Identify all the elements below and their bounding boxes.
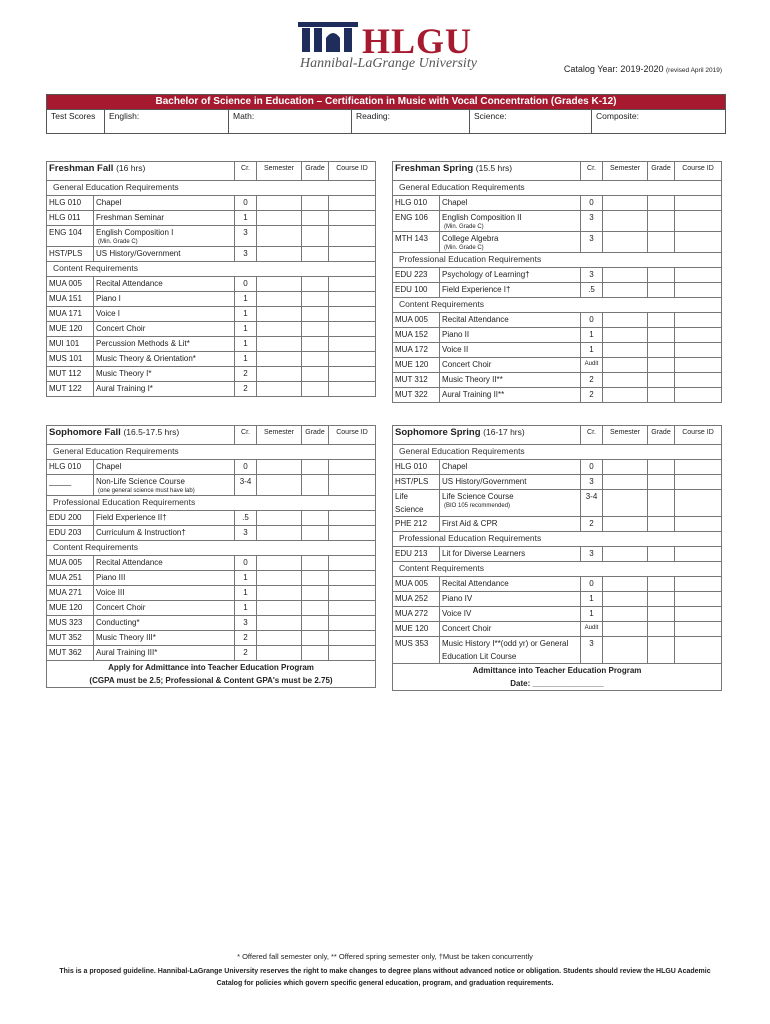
course-row: PHE 212 First Aid & CPR 2 [393,517,722,532]
course-id-cell[interactable] [675,622,722,637]
semester-cell[interactable] [257,586,302,601]
grade-cell[interactable] [648,475,675,490]
course-row: EDU 203 Curriculum & Instruction† 3 [47,526,376,541]
course-row: MUA 171 Voice I 1 [47,307,376,322]
section-heading: Professional Education Requirements [393,253,722,268]
english-score-field[interactable]: English: [105,110,229,133]
grade-cell[interactable] [648,547,675,562]
course-row: MUT 122 Aural Training I* 2 [47,382,376,397]
test-scores-row [47,110,725,133]
degree-title: Bachelor of Science in Education – Certification in Music with Vocal Concentration (Grades K-12) [47,95,725,110]
semester-cell[interactable] [603,517,648,532]
course-row: MUS 101 Music Theory & Orientation* 1 [47,352,376,367]
grade-cell[interactable] [302,337,329,352]
semester-cell[interactable] [257,367,302,382]
semester-cell[interactable] [603,196,648,211]
grade-cell[interactable] [648,358,675,373]
grade-cell[interactable] [302,322,329,337]
composite-score-field[interactable]: Composite: [596,111,639,121]
course-id-cell[interactable] [675,475,722,490]
grade-cell[interactable] [302,367,329,382]
course-row: MUT 112 Music Theory I* 2 [47,367,376,382]
course-id-cell[interactable] [329,526,376,541]
course-id-cell[interactable] [329,460,376,475]
course-id-cell[interactable] [675,607,722,622]
semester-cell[interactable] [603,211,648,232]
semester-cell[interactable] [603,373,648,388]
course-row: Life Science Life Science Course (BIO 105 recommended) 3-4 [393,490,722,517]
course-id-cell[interactable] [675,328,722,343]
grade-cell[interactable] [302,382,329,397]
grade-cell[interactable] [302,586,329,601]
course-row: MUA 172 Voice II 1 [393,343,722,358]
course-row: HST/PLS US History/Government 3 [393,475,722,490]
semester-cell[interactable] [603,343,648,358]
semester-cell[interactable] [603,460,648,475]
grade-cell[interactable] [302,307,329,322]
semester-cell[interactable] [257,646,302,661]
science-score-field[interactable]: Science: [470,110,592,133]
logo-acronym: HLGU [362,21,473,61]
semester-cell[interactable] [257,352,302,367]
semester-cell[interactable] [257,475,302,496]
course-id-cell[interactable] [329,631,376,646]
course-id-cell[interactable] [675,268,722,283]
course-row: HLG 010 Chapel 0 [393,460,722,475]
semester-cell[interactable] [257,322,302,337]
course-row: EDU 223 Psychology of Learning† 3 [393,268,722,283]
grade-cell[interactable] [648,388,675,403]
grade-cell[interactable] [302,196,329,211]
course-id-cell[interactable] [329,307,376,322]
grade-cell[interactable] [302,526,329,541]
section-heading: General Education Requirements [47,181,376,196]
grade-cell[interactable] [302,601,329,616]
course-id-cell[interactable] [675,232,722,253]
course-id-cell[interactable] [675,460,722,475]
section-heading: Professional Education Requirements [393,532,722,547]
grade-cell[interactable] [648,283,675,298]
section-heading: Content Requirements [393,298,722,313]
grade-cell[interactable] [302,646,329,661]
course-id-cell[interactable] [675,517,722,532]
grade-cell[interactable] [302,631,329,646]
logo-university-name: Hannibal-LaGrange University [300,56,477,71]
course-id-cell[interactable] [675,577,722,592]
semester-cell[interactable] [603,475,648,490]
semester-cell[interactable] [257,196,302,211]
semester-cell[interactable] [257,571,302,586]
semester-cell[interactable] [603,328,648,343]
course-row: MUE 120 Concert Choir 1 [47,322,376,337]
grade-cell[interactable] [648,592,675,607]
semester-cell[interactable] [603,268,648,283]
admittance-note: Admittance into Teacher Education Program Date: ________________ [393,664,722,691]
course-id-cell[interactable] [675,373,722,388]
course-row: MUT 312 Music Theory II** 2 [393,373,722,388]
course-row: MUA 005 Recital Attendance 0 [47,556,376,571]
freshman-spring-table: Freshman Spring (15.5 hrs) Cr. Semester Grade Course ID General Education Requirements HLG 010 Chapel 0 ENG 106 English Composition II (Min. Grade C) 3 MTH 143 College Algebra (Min. Grade C) 3 Professional Education Requirements EDU 223 Psychology of Learning† 3 EDU 100 Field Experience I† .5 Content Requirements MUA 005 Recital Attendance 0 MUA 152 Piano II 1 MUA 172 Voice II 1 MUE 120 Concert Choir Audit MUT 312 Music Theory II** 2 MUT 322 Aural Training II** 2 [392,161,722,403]
semester-cell[interactable] [257,247,302,262]
semester-cell[interactable] [603,637,648,664]
grade-cell[interactable] [648,490,675,517]
course-id-cell[interactable] [675,343,722,358]
grade-cell[interactable] [648,211,675,232]
course-id-cell[interactable] [675,283,722,298]
grade-cell[interactable] [648,607,675,622]
course-id-cell[interactable] [329,322,376,337]
semester-cell[interactable] [257,382,302,397]
catalog-year: Catalog Year: 2019-2020 (revised April 2019) [563,64,722,74]
grade-cell[interactable] [302,616,329,631]
course-id-cell[interactable] [675,358,722,373]
course-id-cell[interactable] [329,646,376,661]
section-heading: Content Requirements [393,562,722,577]
grade-cell[interactable] [648,328,675,343]
course-id-cell[interactable] [329,511,376,526]
course-row: HST/PLS US History/Government 3 [47,247,376,262]
course-row: MUA 271 Voice III 1 [47,586,376,601]
grade-cell[interactable] [648,373,675,388]
disclaimer: This is a proposed guideline. Hannibal-LaGrange University reserves the right to make changes to degree plans without advanced notice or obligation. Students should review the HLGU Academic Catalog for policies which govern specific general education, program, and graduation requirements. [59,968,711,987]
course-id-cell[interactable] [329,226,376,247]
grade-cell[interactable] [648,460,675,475]
course-id-cell[interactable] [675,196,722,211]
course-id-cell[interactable] [675,490,722,517]
course-row: MUA 151 Piano I 1 [47,292,376,307]
semester-cell[interactable] [257,307,302,322]
course-id-cell[interactable] [329,382,376,397]
grade-cell[interactable] [648,622,675,637]
course-id-cell[interactable] [675,388,722,403]
section-heading: Content Requirements [47,541,376,556]
course-row: EDU 100 Field Experience I† .5 [393,283,722,298]
grade-cell[interactable] [648,232,675,253]
course-id-cell[interactable] [329,211,376,226]
semester-cell[interactable] [603,283,648,298]
course-row: MUS 323 Conducting* 3 [47,616,376,631]
course-row: MUE 120 Concert Choir 1 [47,601,376,616]
course-row: MUA 252 Piano IV 1 [393,592,722,607]
course-id-cell[interactable] [329,277,376,292]
course-row: MUT 352 Music Theory III* 2 [47,631,376,646]
course-id-cell[interactable] [329,247,376,262]
university-logo [296,18,476,74]
semester-cell[interactable] [603,388,648,403]
math-score-field[interactable]: Math: [229,110,352,133]
term-name: Freshman Spring [395,163,474,174]
grade-cell[interactable] [648,517,675,532]
grade-cell[interactable] [302,211,329,226]
semester-cell[interactable] [603,607,648,622]
section-heading: Content Requirements [47,262,376,277]
grade-cell[interactable] [648,577,675,592]
semester-cell[interactable] [603,577,648,592]
grade-cell[interactable] [648,268,675,283]
semester-cell[interactable] [257,631,302,646]
semester-cell[interactable] [603,313,648,328]
course-row: MUA 005 Recital Attendance 0 [393,313,722,328]
course-row: MUA 152 Piano II 1 [393,328,722,343]
semester-cell[interactable] [257,277,302,292]
course-id-cell[interactable] [329,292,376,307]
grade-cell[interactable] [302,226,329,247]
semester-cell[interactable] [257,526,302,541]
semester-cell[interactable] [603,547,648,562]
semester-cell[interactable] [257,211,302,226]
course-row: MUI 101 Percussion Methods & Lit* 1 [47,337,376,352]
course-id-cell[interactable] [675,637,722,664]
course-id-cell[interactable] [329,571,376,586]
footnote: * Offered fall semester only, ** Offered spring semester only, †Must be taken concurrently [237,952,533,961]
semester-cell[interactable] [257,337,302,352]
course-id-cell[interactable] [329,367,376,382]
grade-cell[interactable] [302,511,329,526]
reading-score-field[interactable]: Reading: [352,110,470,133]
term-name: Freshman Fall [49,163,114,174]
course-row: MUT 322 Aural Training II** 2 [393,388,722,403]
admittance-note: Apply for Admittance into Teacher Education Program (CGPA must be 2.5; Professional & Content GPA's must be 2.75) [47,661,376,688]
grade-cell[interactable] [302,352,329,367]
course-row: MUA 005 Recital Attendance 0 [47,277,376,292]
section-heading: General Education Requirements [47,445,376,460]
grade-cell[interactable] [648,196,675,211]
course-row: HLG 011 Freshman Seminar 1 [47,211,376,226]
grade-cell[interactable] [302,556,329,571]
course-row: HLG 010 Chapel 0 [47,196,376,211]
grade-cell[interactable] [648,637,675,664]
grade-cell[interactable] [302,460,329,475]
course-id-cell[interactable] [329,196,376,211]
course-id-cell[interactable] [329,352,376,367]
course-id-cell[interactable] [675,211,722,232]
course-row: MUA 272 Voice IV 1 [393,607,722,622]
grade-cell[interactable] [302,292,329,307]
course-row: EDU 213 Lit for Diverse Learners 3 [393,547,722,562]
sophomore-spring-table: Sophomore Spring (16-17 hrs) Cr. Semester Grade Course ID General Education Requirements HLG 010 Chapel 0 HST/PLS US History/Government 3 Life Science Life Science Course (BIO 105 recommended) 3-4 PHE 212 First Aid & CPR 2 Professional Education Requirements EDU 213 Lit for Diverse Learners 3 Content Requirements MUA 005 Recital Attendance 0 MUA 252 Piano IV 1 MUA 272 Voice IV 1 MUE 120 Concert Choir Audit MUS 353 Music History I**(odd yr) or General Education Lit Course 3 Admittance into Teacher Education Program Date: ________________ [392,425,722,691]
course-row: ENG 104 English Composition I (Min. Grade C) 3 [47,226,376,247]
section-heading: General Education Requirements [393,445,722,460]
grade-cell[interactable] [302,247,329,262]
course-id-cell[interactable] [329,556,376,571]
semester-cell[interactable] [603,622,648,637]
course-row: MUE 120 Concert Choir Audit [393,622,722,637]
semester-cell[interactable] [603,232,648,253]
course-id-cell[interactable] [675,592,722,607]
course-id-cell[interactable] [329,475,376,496]
course-row: MUS 353 Music History I**(odd yr) or General Education Lit Course 3 [393,637,722,664]
building-icon [296,18,360,54]
semester-cell[interactable] [257,511,302,526]
course-id-cell[interactable] [329,337,376,352]
term-name: Sophomore Spring [395,427,481,438]
course-row: MUT 362 Aural Training III* 2 [47,646,376,661]
term-name: Sophomore Fall [49,427,121,438]
section-heading: Professional Education Requirements [47,496,376,511]
course-row: HLG 010 Chapel 0 [393,196,722,211]
grade-cell[interactable] [302,571,329,586]
section-heading: General Education Requirements [393,181,722,196]
semester-cell[interactable] [603,490,648,517]
grade-cell[interactable] [648,343,675,358]
semester-cell[interactable] [257,556,302,571]
degree-header [46,94,726,134]
grade-cell[interactable] [648,313,675,328]
course-id-cell[interactable] [329,601,376,616]
semester-cell[interactable] [257,460,302,475]
semester-cell[interactable] [257,226,302,247]
test-scores-label: Test Scores [47,110,105,133]
course-id-cell[interactable] [675,313,722,328]
course-row: MUA 251 Piano III 1 [47,571,376,586]
semester-cell[interactable] [603,592,648,607]
sophomore-fall-table: Sophomore Fall (16.5-17.5 hrs) Cr. Semester Grade Course ID General Education Requirements HLG 010 Chapel 0 _____ Non-Life Science Course (one general science must have lab) 3-4 Professional Education Requirements EDU 200 Field Experience II† .5 EDU 203 Curriculum & Instruction† 3 Content Requirements MUA 005 Recital Attendance 0 MUA 251 Piano III 1 MUA 271 Voice III 1 MUE 120 Concert Choir 1 MUS 323 Conducting* 3 MUT 352 Music Theory III* 2 MUT 362 Aural Training III* 2 Apply for Admittance into Teacher Education Program (CGPA must be 2.5; Professional & Content GPA's must be 2.75) [46,425,376,688]
course-row: MTH 143 College Algebra (Min. Grade C) 3 [393,232,722,253]
course-row: EDU 200 Field Experience II† .5 [47,511,376,526]
grade-cell[interactable] [302,475,329,496]
course-row: MUE 120 Concert Choir Audit [393,358,722,373]
course-id-cell[interactable] [329,616,376,631]
course-row: HLG 010 Chapel 0 [47,460,376,475]
semester-cell[interactable] [257,292,302,307]
semester-cell[interactable] [257,616,302,631]
semester-cell[interactable] [603,358,648,373]
freshman-fall-table: Freshman Fall (16 hrs) Cr. Semester Grade Course ID General Education Requirements HLG 010 Chapel 0 HLG 011 Freshman Seminar 1 ENG 104 English Composition I (Min. Grade C) 3 HST/PLS US History/Government 3 Content Requirements MUA 005 Recital Attendance 0 MUA 151 Piano I 1 MUA 171 Voice I 1 MUE 120 Concert Choir 1 MUI 101 Percussion Methods & Lit* 1 MUS 101 Music Theory & Orientation* 1 MUT 112 Music Theory I* 2 MUT 122 Aural Training I* 2 [46,161,376,397]
semester-cell[interactable] [257,601,302,616]
course-id-cell[interactable] [675,547,722,562]
course-row: _____ Non-Life Science Course (one general science must have lab) 3-4 [47,475,376,496]
grade-cell[interactable] [302,277,329,292]
course-row: ENG 106 English Composition II (Min. Grade C) 3 [393,211,722,232]
course-id-cell[interactable] [329,586,376,601]
course-row: MUA 005 Recital Attendance 0 [393,577,722,592]
